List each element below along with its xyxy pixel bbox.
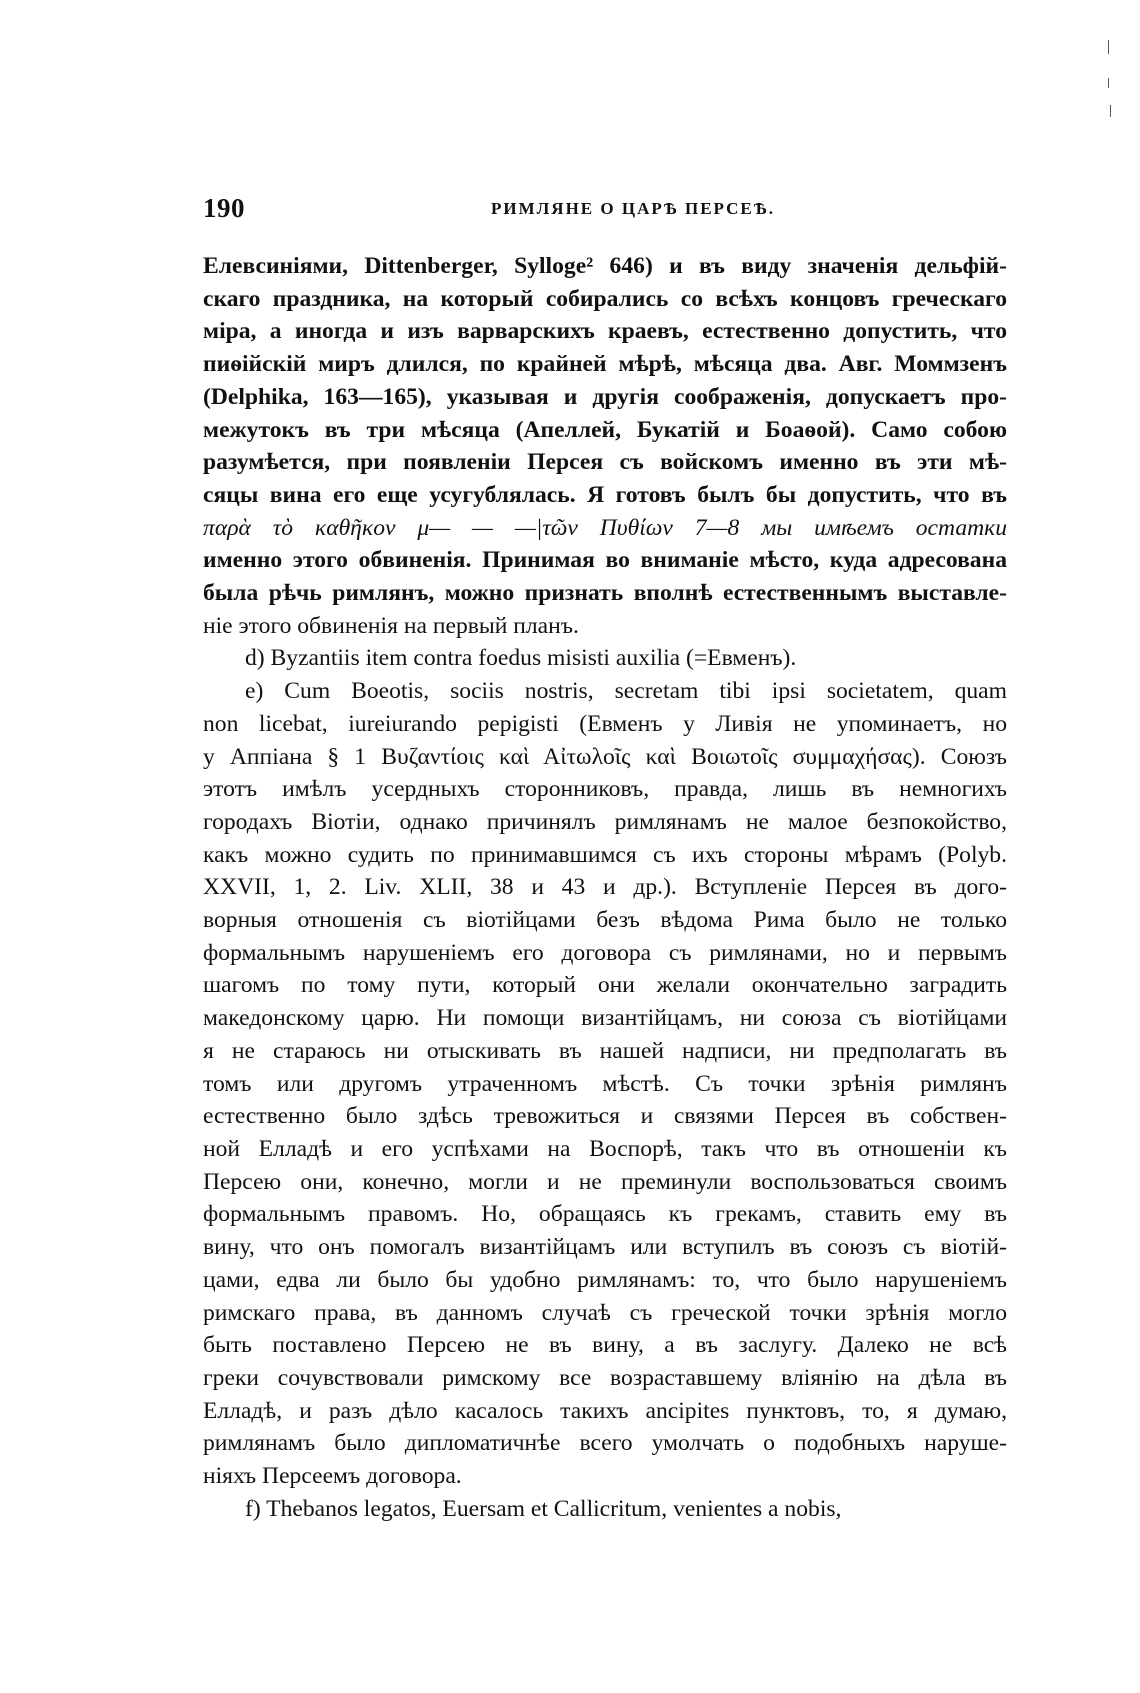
text-line: XXVII, 1, 2. Liv. XLII, 38 и 43 и др.). Вступленіе Персея въ дого- xyxy=(203,874,1007,901)
text-line: разумѣется, при появленіи Персея съ войскомъ именно въ эти мѣ- xyxy=(203,449,1007,476)
paragraph-f: f) Thebanos legatos, Euersam et Callicritum, venientes a nobis, xyxy=(245,1495,842,1522)
text-line: Елевсиніями, Dittenberger, Sylloge² 646) и въ виду значенія дельфій- xyxy=(203,253,1007,279)
scan-mark xyxy=(1110,105,1111,117)
text-line: (Delphika, 163—165), указывая и другія соображенія, допускаетъ про- xyxy=(203,383,1007,410)
text-line: формальнымъ нарушеніемъ его договора съ римлянами, но и первымъ xyxy=(203,939,1007,966)
text-line: была рѣчь римлянъ, можно признать вполнѣ естественнымъ выставле- xyxy=(203,580,1007,607)
text-line: ніе этого обвиненія на первый планъ. xyxy=(203,612,579,639)
text-line: цами, едва ли было бы удобно римлянамъ: то, что было нарушеніемъ xyxy=(203,1266,1007,1293)
paragraph-e: e) Cum Boeotis, sociis nostris, secretam tibi ipsi societatem, quam xyxy=(245,678,1007,705)
body-text xyxy=(203,250,1007,1525)
text-line: у Аппіана § 1 Βυζαντίοις καὶ Αἰτωλοῖς καὶ Βοιωτοῖς συμμαχήσας). Союзъ xyxy=(203,743,1007,770)
text-line: міра, а иногда и изъ варварскихъ краевъ, естественно допустить, что xyxy=(203,318,1007,345)
text-line: ворныя отношенія съ віотійцами безъ вѣдома Рима было не только xyxy=(203,907,1007,934)
text-line: шагомъ по тому пути, который они желали окончательно заградить xyxy=(203,972,1007,999)
text-line-greek: παρὰ τὸ καθῆκον μ— — —|τῶν Πυθίων 7—8 мы имѣемъ остатки xyxy=(203,514,1007,541)
scan-mark xyxy=(1108,40,1109,54)
text-line: этотъ имѣлъ усердныхъ сторонниковъ, правда, лишь въ немногихъ xyxy=(203,776,1007,803)
text-line: ніяхъ Персеемъ договора. xyxy=(203,1463,462,1490)
scan-mark xyxy=(1108,78,1109,88)
text-line: скаго праздника, на который собирались со всѣхъ концовъ греческаго xyxy=(203,285,1007,312)
running-title: РИМЛЯНЕ О ЦАРѢ ПЕРСЕѢ. xyxy=(490,199,775,218)
text-line: естественно было здѣсь тревожиться и связями Персея въ собствен- xyxy=(203,1103,1007,1130)
text-line: Елладѣ, и разъ дѣло касалось такихъ ancipites пунктовъ, то, я думаю, xyxy=(203,1397,1007,1424)
text-line: Персею они, конечно, могли и не преминули воспользоваться своимъ xyxy=(203,1168,1007,1195)
text-line: именно этого обвиненія. Принимая во вниманіе мѣсто, куда адресована xyxy=(203,547,1007,574)
text-line: межутокъ въ три мѣсяца (Апеллей, Букатій и Боаѳой). Само собою xyxy=(203,416,1007,443)
paragraph-d: d) Byzantiis item contra foedus misisti auxilia (=Евменъ). xyxy=(245,645,797,672)
page-number: 190 xyxy=(203,193,245,223)
text-line: римлянамъ было дипломатичнѣе всего умолчать о подобныхъ наруше- xyxy=(203,1430,1007,1457)
text-line: томъ или другомъ утраченномъ мѣстѣ. Съ точки зрѣнія римлянъ xyxy=(203,1070,1007,1097)
text-line: греки сочувствовали римскому все возраставшему вліянію на дѣла въ xyxy=(203,1364,1007,1391)
text-line: non licebat, iureiurando pepigisti (Евменъ у Ливія не упоминаетъ, но xyxy=(203,710,1007,737)
text-line: я не стараюсь ни отыскивать въ нашей надписи, ни предполагать въ xyxy=(203,1037,1007,1064)
text-line: городахъ Віотіи, однако причинялъ римлянамъ не малое безпокойство, xyxy=(203,808,1007,835)
text-line: сяцы вина его еще усугублялась. Я готовъ былъ бы допустить, что въ xyxy=(203,481,1007,508)
page-header xyxy=(203,193,1003,227)
text-line: формальнымъ правомъ. Но, обращаясь къ грекамъ, ставить ему въ xyxy=(203,1201,1007,1228)
text-line: пиѳійскій миръ длился, по крайней мѣрѣ, мѣсяца два. Авг. Моммзенъ xyxy=(203,351,1007,378)
text-line: македонскому царю. Ни помощи византійцамъ, ни союза съ віотійцами xyxy=(203,1005,1007,1032)
text-line: вину, что онъ помогалъ византійцамъ или вступилъ въ союзъ съ віотій- xyxy=(203,1234,1007,1261)
text-line: ной Елладѣ и его успѣхами на Воспорѣ, такъ что въ отношеніи къ xyxy=(203,1135,1007,1162)
text-line: римскаго права, въ данномъ случаѣ съ греческой точки зрѣнія могло xyxy=(203,1299,1007,1326)
text-line: какъ можно судить по принимавшимся съ ихъ стороны мѣрамъ (Polyb. xyxy=(203,841,1007,868)
text-line: быть поставлено Персею не въ вину, а въ заслугу. Далеко не всѣ xyxy=(203,1332,1007,1359)
